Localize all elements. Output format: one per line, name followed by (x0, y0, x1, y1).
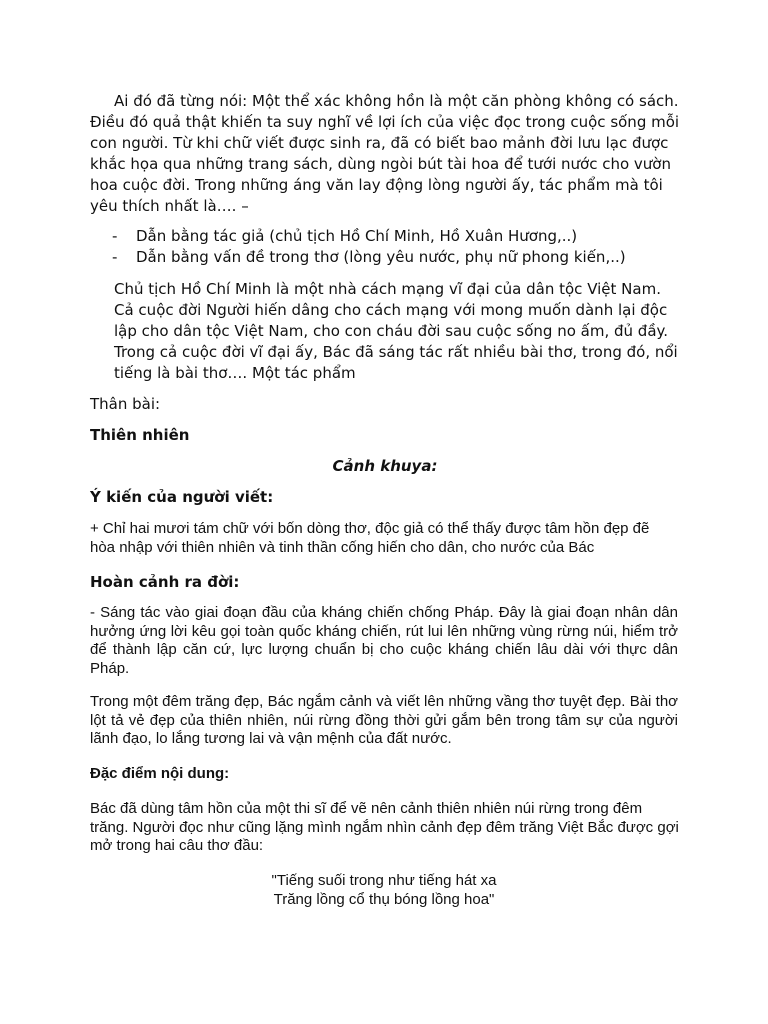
y-kien-heading: Ý kiến của người viết: (90, 488, 274, 506)
y-kien-text: + Chỉ hai mươi tám chữ với bốn dòng thơ, độc giả có thể thấy được tâm hồn đẹp đẽ hòa nhập với thiên nhiên và tinh thần cống hiến cho dân, cho nước của Bác (90, 520, 650, 556)
poem-title: Cảnh khuya: (332, 457, 438, 475)
dem-trang-paragraph: Trong một đêm trăng đẹp, Bác ngắm cảnh và viết lên những vầng thơ tuyệt đẹp. Bài thơ lột tả vẻ đẹp của thiên nhiên, núi rừng đồng thời gửi gắm bên trong tâm sự của người lãnh đạo, lo lắng tương lai và vận mệnh của đất nước. (90, 693, 678, 747)
verse-line: Trăng lồng cổ thụ bóng lồng hoa" (273, 890, 495, 908)
intro-list (112, 226, 682, 268)
list-item (112, 226, 682, 247)
intro-paragraph: Ai đó đã từng nói: Một thể xác không hồn là một căn phòng không có sách. Điều đó quả thật khiến ta suy nghĩ về lợi ích của việc đọc trong cuộc sống mỗi con người. Từ khi chữ viết được sinh ra, đã có biết bao mảnh đời lưu lạc được khắc họa qua những trang sách, dùng ngòi bút tài hoa để tưới nước cho vườn hoa cuộc đời. Trong những áng văn lay động lòng người ấy, tác phẩm mà tôi yêu thích nhất là…. – (90, 92, 680, 215)
verse-block (90, 872, 678, 909)
hoan-canh-text: - Sáng tác vào giai đoạn đầu của kháng chiến chống Pháp. Đây là giai đoạn nhân dân hưởng ứng lời kêu gọi toàn quốc kháng chiến, rút lui lên những vùng rừng núi, hiểm trở để thành lập căn cứ, lực lượng chuẩn bị cho cuộc kháng chiến lâu dài với thực dân Pháp. (90, 604, 678, 677)
thien-nhien-heading: Thiên nhiên (90, 426, 190, 444)
author-paragraph: Chủ tịch Hồ Chí Minh là một nhà cách mạng vĩ đại của dân tộc Việt Nam. Cả cuộc đời Người hiến dâng cho cách mạng với mong muốn dành lại độc lập cho dân tộc Việt Nam, cho con cháu đời sau cuộc sống no ấm, đủ đầy. Trong cả cuộc đời vĩ đại ấy, Bác đã sáng tác rất nhiều bài thơ, trong đó, nổi tiếng là bài thơ…. Một tác phẩm (114, 280, 678, 382)
than-bai-label: Thân bài: (90, 395, 161, 413)
list-item-text: Dẫn bằng tác giả (chủ tịch Hồ Chí Minh, Hồ Xuân Hương,..) (136, 227, 578, 245)
list-item (112, 247, 682, 268)
dash-bullet: - (112, 248, 118, 266)
hoan-canh-heading: Hoàn cảnh ra đời: (90, 573, 240, 591)
dac-diem-heading: Đặc điểm nội dung: (90, 765, 230, 782)
dac-diem-text: Bác đã dùng tâm hồn của một thi sĩ để vẽ nên cảnh thiên nhiên núi rừng trong đêm trăng. Người đọc như cũng lặng mình ngắm nhìn cảnh đẹp đêm trăng Việt Bắc được gợi mở trong hai câu thơ đầu: (90, 800, 679, 854)
verse-line: "Tiếng suối trong như tiếng hát xa (271, 872, 497, 889)
list-item-text: Dẫn bằng vấn đề trong thơ (lòng yêu nước, phụ nữ phong kiến,..) (136, 248, 626, 266)
dash-bullet: - (112, 227, 118, 245)
